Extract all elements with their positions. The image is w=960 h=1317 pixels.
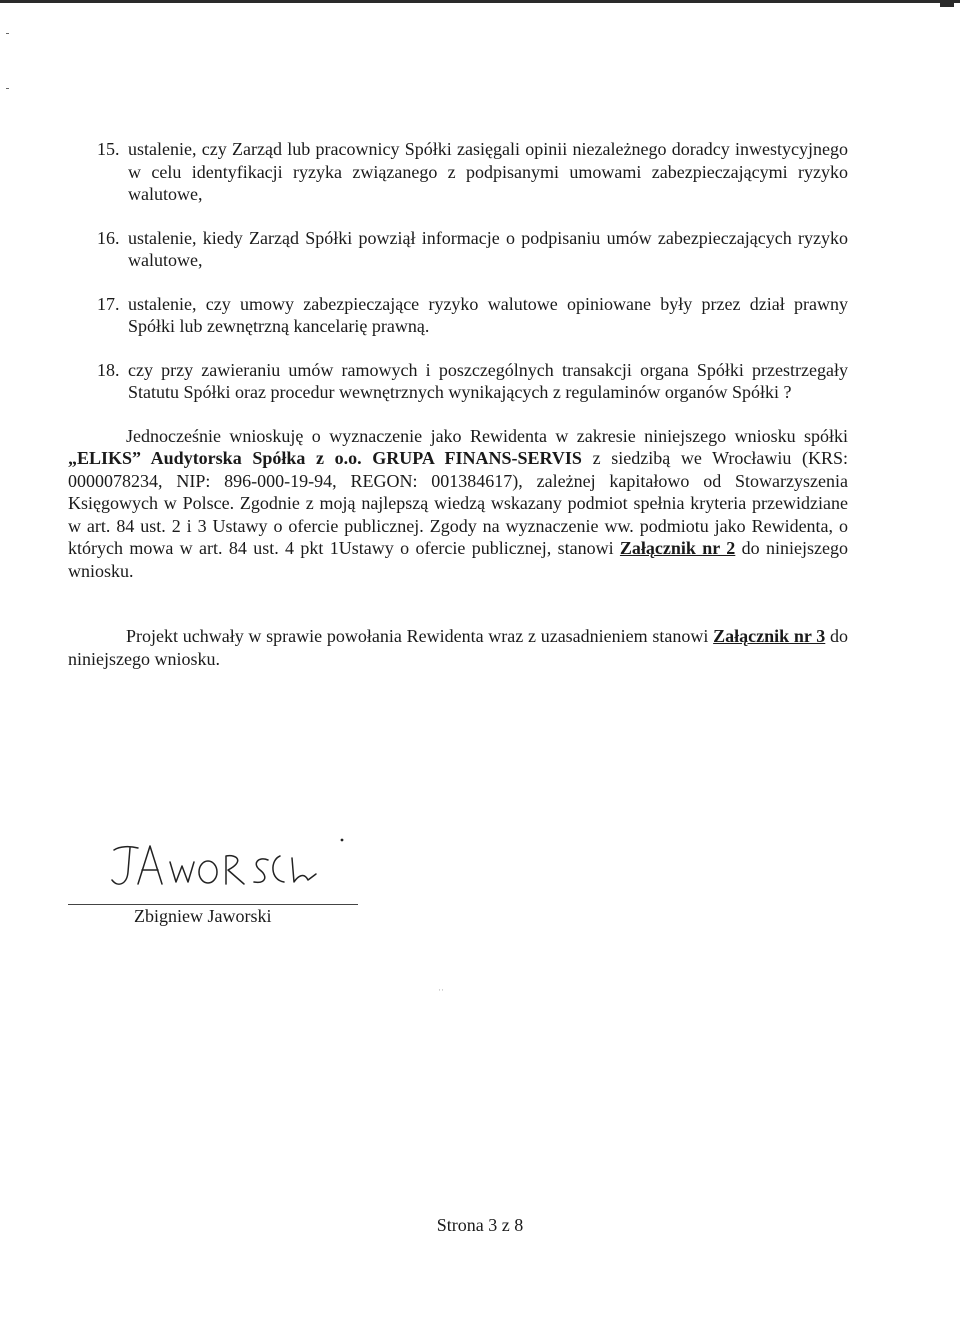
list-item-text: ustalenie, czy umowy zabezpieczające ryzyko walutowe opiniowane były przez dział prawny Spółki lub zewnętrzną kancelarię prawną. [128, 293, 848, 336]
auditor-request-paragraph [68, 425, 848, 583]
resolution-draft-paragraph [68, 625, 848, 670]
resolution-draft-text-2: do niniejszego wniosku. [68, 626, 849, 669]
scan-speck [6, 88, 9, 89]
list-item [68, 138, 848, 206]
scan-artifact: ·· [438, 985, 444, 995]
list-item-text: ustalenie, czy Zarząd lub pracownicy Spółki zasięgali opinii niezależnego doradcy inwestycyjnego w celu identyfikacji ryzyka związanego z podpisanymi umowami zabezpieczającymi ryzyko walutowe, [128, 139, 848, 204]
signature-line [68, 904, 358, 905]
list-item-text: czy przy zawieraniu umów ramowych i poszczególnych transakcji organa Spółki przestrzegały Statutu Spółki oraz procedur wewnętrznych wynikających z regulaminów organów Spółki ? [128, 359, 848, 402]
list-item-number: 17. [97, 293, 120, 314]
list-item [68, 359, 848, 404]
scan-speck [6, 33, 9, 34]
resolution-draft-text-1: Projekt uchwały w sprawie powołania Rewidenta wraz z uzasadnieniem stanowi [126, 626, 714, 646]
auditor-company-name: „ELIKS” Audytorska Spółka z o.o. GRUPA FINANS-SERVIS [68, 448, 582, 468]
attachment-2-reference: Załącznik nr 2 [619, 538, 736, 558]
list-item-text: ustalenie, kiedy Zarząd Spółki powziął informacje o podpisaniu umów zabezpieczających ryzyko walutowe, [128, 227, 848, 270]
auditor-request-text-3: do niniejszego wniosku. [68, 538, 848, 581]
auditor-request-text-1: Jednocześnie wnioskuję o wyznaczenie jako Rewidenta w zakresie niniejszego wniosku spółki [126, 425, 848, 446]
handwritten-signature [108, 832, 348, 902]
attachment-3-reference: Załącznik nr 3 [713, 626, 826, 646]
list-item-number: 15. [97, 139, 120, 159]
signature-block [68, 820, 368, 930]
numbered-list [68, 138, 848, 404]
top-border-mark [940, 3, 954, 7]
list-item-number: 18. [97, 359, 120, 380]
page-number: Strona 3 z 8 [436, 1215, 524, 1235]
list-item [68, 293, 848, 338]
list-item-number: 16. [97, 227, 120, 248]
top-border-line [0, 0, 960, 3]
auditor-request-text-2: z siedzibą we Wrocławiu (KRS: 0000078234, NIP: 896-000-19-94, REGON: 001384617), zależnej kapitałowo od Stowarzyszenia Księgowych w Polsce. Zgodnie z moją najlepszą wiedzą wskazany podmiot spełnia kryteria przewidziane w art. 84 ust. 2 i 3 Ustawy o ofercie publicznej. Zgody na wyznaczenie ww. podmiotu jako Rewidenta, o których mowa w art. 84 ust. 4 pkt 1Ustawy o ofercie publicznej, stanowi [68, 448, 849, 558]
signer-name: Zbigniew Jaworski [134, 906, 272, 926]
list-item [68, 227, 848, 272]
document-body [68, 138, 848, 691]
